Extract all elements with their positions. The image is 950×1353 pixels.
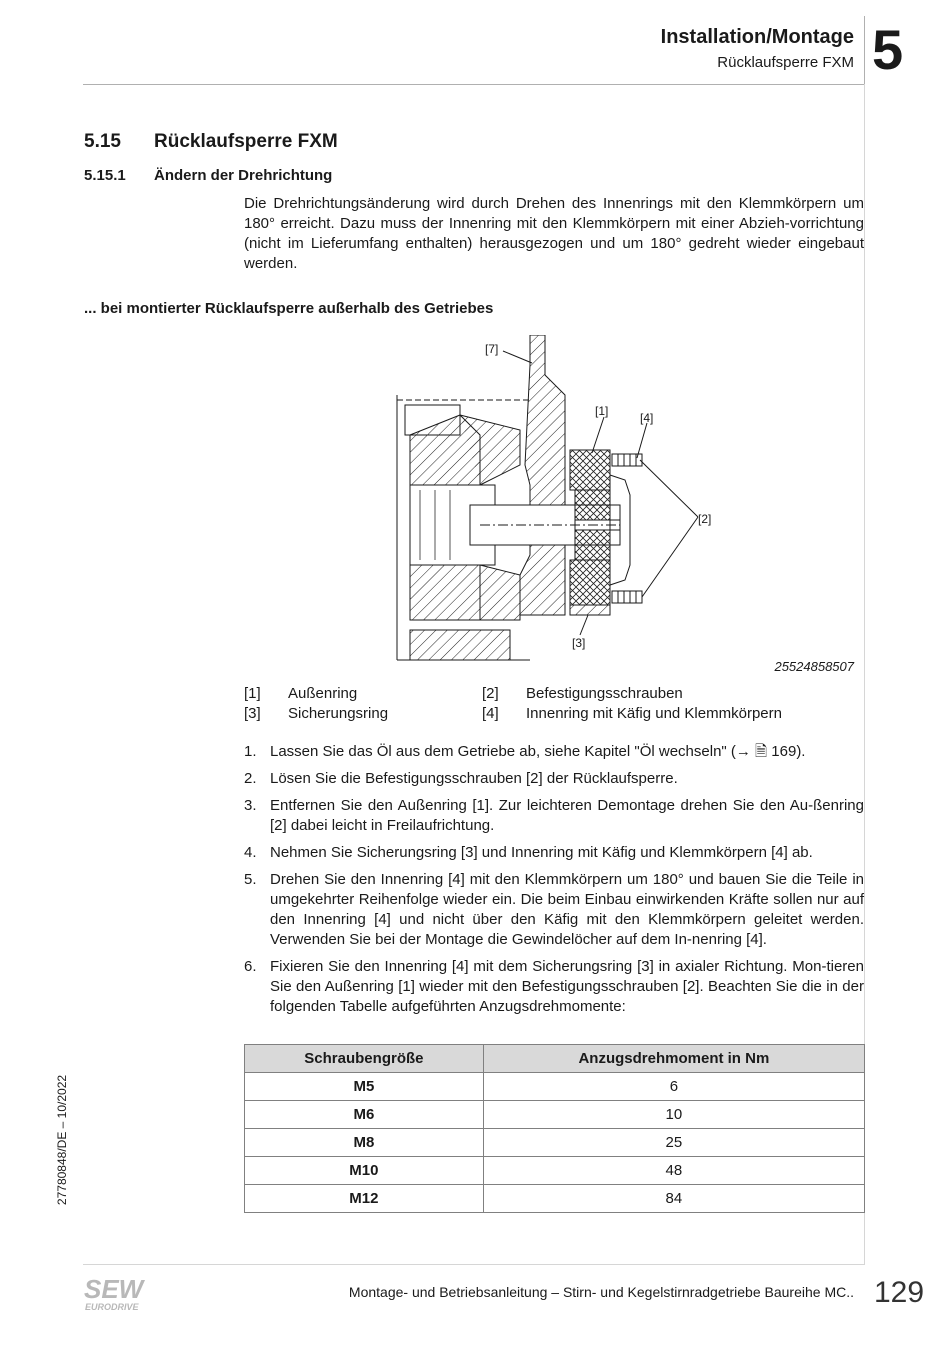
chapter-number: 5	[872, 18, 904, 81]
list-item	[244, 957, 864, 1017]
table-row	[245, 1101, 865, 1129]
footer-rule	[83, 1264, 865, 1265]
header-divider	[864, 16, 865, 84]
list-item	[244, 769, 864, 789]
table-cell: 10	[483, 1101, 864, 1129]
legend-text: Befestigungsschrauben	[526, 685, 683, 702]
table-cell: M10	[245, 1157, 484, 1185]
list-item	[244, 742, 864, 762]
step-text: Lösen Sie die Befestigungsschrauben [2] der Rücklaufsperre.	[270, 770, 678, 787]
step-text: Fixieren Sie den Innenring [4] mit dem Sicherungsring [3] in axialer Richtung. Mon-tieren Sie den Außenring [1] wieder mit den Befestigungsschrauben [2]. Beachten Sie die in der folgenden Tabelle aufgeführten Anzugsdrehmomente:	[270, 958, 864, 1015]
step-text: Entfernen Sie den Außenring [1]. Zur leichteren Demontage drehen Sie den Au-ßenring [2] dabei leicht in Freilaufrichtung.	[270, 797, 864, 834]
table-cell: M12	[245, 1185, 484, 1213]
step-number: 5.	[244, 871, 257, 888]
legend-text: Sicherungsring	[288, 705, 389, 722]
step-number: 6.	[244, 958, 257, 975]
step-text: Drehen Sie den Innenring [4] mit den Klemmkörpern um 180° und bauen Sie die Teile in umgekehrter Reihenfolge wieder ein. Die beim Einbau einwirkenden Kräfte sollen nur auf den Innenring [4] und nicht über den Käfig mit den Klemmkörpern geleitet werden. Verwenden Sie bei der Montage die Gewindelöcher auf dem In-nenring [4].	[270, 871, 864, 948]
document-id: 27780848/DE – 10/2022	[55, 1074, 69, 1206]
column-header: Schraubengröße	[245, 1045, 484, 1073]
list-item	[244, 843, 864, 863]
header-rule	[83, 84, 865, 85]
svg-text:EURODRIVE: EURODRIVE	[85, 1302, 139, 1312]
legend-ref: [1]	[244, 685, 261, 702]
table-row	[245, 1185, 865, 1213]
legend-row	[244, 704, 864, 724]
legend-text: Innenring mit Käfig und Klemmkörpern	[526, 705, 782, 722]
callout-2: [2]	[698, 512, 712, 526]
table-cell: 84	[483, 1185, 864, 1213]
legend-ref: [3]	[244, 705, 261, 722]
table-cell: 48	[483, 1157, 864, 1185]
table-cell: M5	[245, 1073, 484, 1101]
table-cell: M6	[245, 1101, 484, 1129]
procedure-subheading: ... bei montierter Rücklaufsperre außerhalb des Getriebes	[84, 300, 494, 317]
step-text: Lassen Sie das Öl aus dem Getriebe ab, siehe Kapitel "Öl wechseln" (→ 🗎 169).	[270, 743, 806, 760]
section-title: Rücklaufsperre FXM	[154, 131, 338, 152]
step-number: 4.	[244, 844, 257, 861]
callout-3: [3]	[572, 636, 586, 650]
step-text: Nehmen Sie Sicherungsring [3] und Innenring mit Käfig und Klemmkörpern [4] ab.	[270, 844, 813, 861]
figure-legend	[244, 684, 864, 724]
legend-row	[244, 684, 864, 704]
table-cell: 25	[483, 1129, 864, 1157]
intro-paragraph: Die Drehrichtungsänderung wird durch Drehen des Innenrings mit den Klemmkörpern um 180° erreicht. Dazu muss der Innenring mit den Klemmkörpern mit einer Abzieh-vorrichtung (nicht im Lieferumfang enthalten) herausgezogen und um 180° gedreht wieder eingebaut werden.	[244, 195, 864, 272]
table-cell: 6	[483, 1073, 864, 1101]
callout-1: [1]	[595, 404, 609, 418]
backstop-drawing	[380, 335, 730, 665]
subsection-title: Ändern der Drehrichtung	[154, 167, 333, 184]
table-row	[245, 1157, 865, 1185]
svg-text:SEW: SEW	[84, 1276, 144, 1304]
table-header-row	[245, 1045, 865, 1073]
table-row	[245, 1073, 865, 1101]
legend-ref: [4]	[482, 705, 499, 722]
section-heading	[84, 131, 338, 153]
figure-id: 25524858507	[774, 659, 854, 674]
step-number: 2.	[244, 770, 257, 787]
column-header: Anzugsdrehmoment in Nm	[483, 1045, 864, 1073]
list-item	[244, 870, 864, 950]
footer-text: Montage- und Betriebsanleitung – Stirn- und Kegelstirnradgetriebe Baureihe MC..	[348, 1284, 854, 1300]
legend-text: Außenring	[288, 685, 358, 702]
page-number: 129	[874, 1276, 925, 1309]
list-item	[244, 796, 864, 836]
header-title: Installation/Montage	[660, 26, 854, 48]
torque-table	[244, 1044, 865, 1213]
callout-4: [4]	[640, 411, 654, 425]
section-number: 5.15	[84, 131, 121, 152]
step-number: 1.	[244, 743, 257, 760]
subsection-number: 5.15.1	[84, 167, 126, 184]
step-number: 3.	[244, 797, 257, 814]
table-cell: M8	[245, 1129, 484, 1157]
procedure-steps	[244, 742, 864, 1024]
sew-logo	[84, 1276, 158, 1312]
callout-7: [7]	[485, 342, 499, 356]
legend-ref: [2]	[482, 685, 499, 702]
header-subtitle: Rücklaufsperre FXM	[717, 54, 854, 71]
subsection-heading	[84, 167, 332, 184]
table-row	[245, 1129, 865, 1157]
